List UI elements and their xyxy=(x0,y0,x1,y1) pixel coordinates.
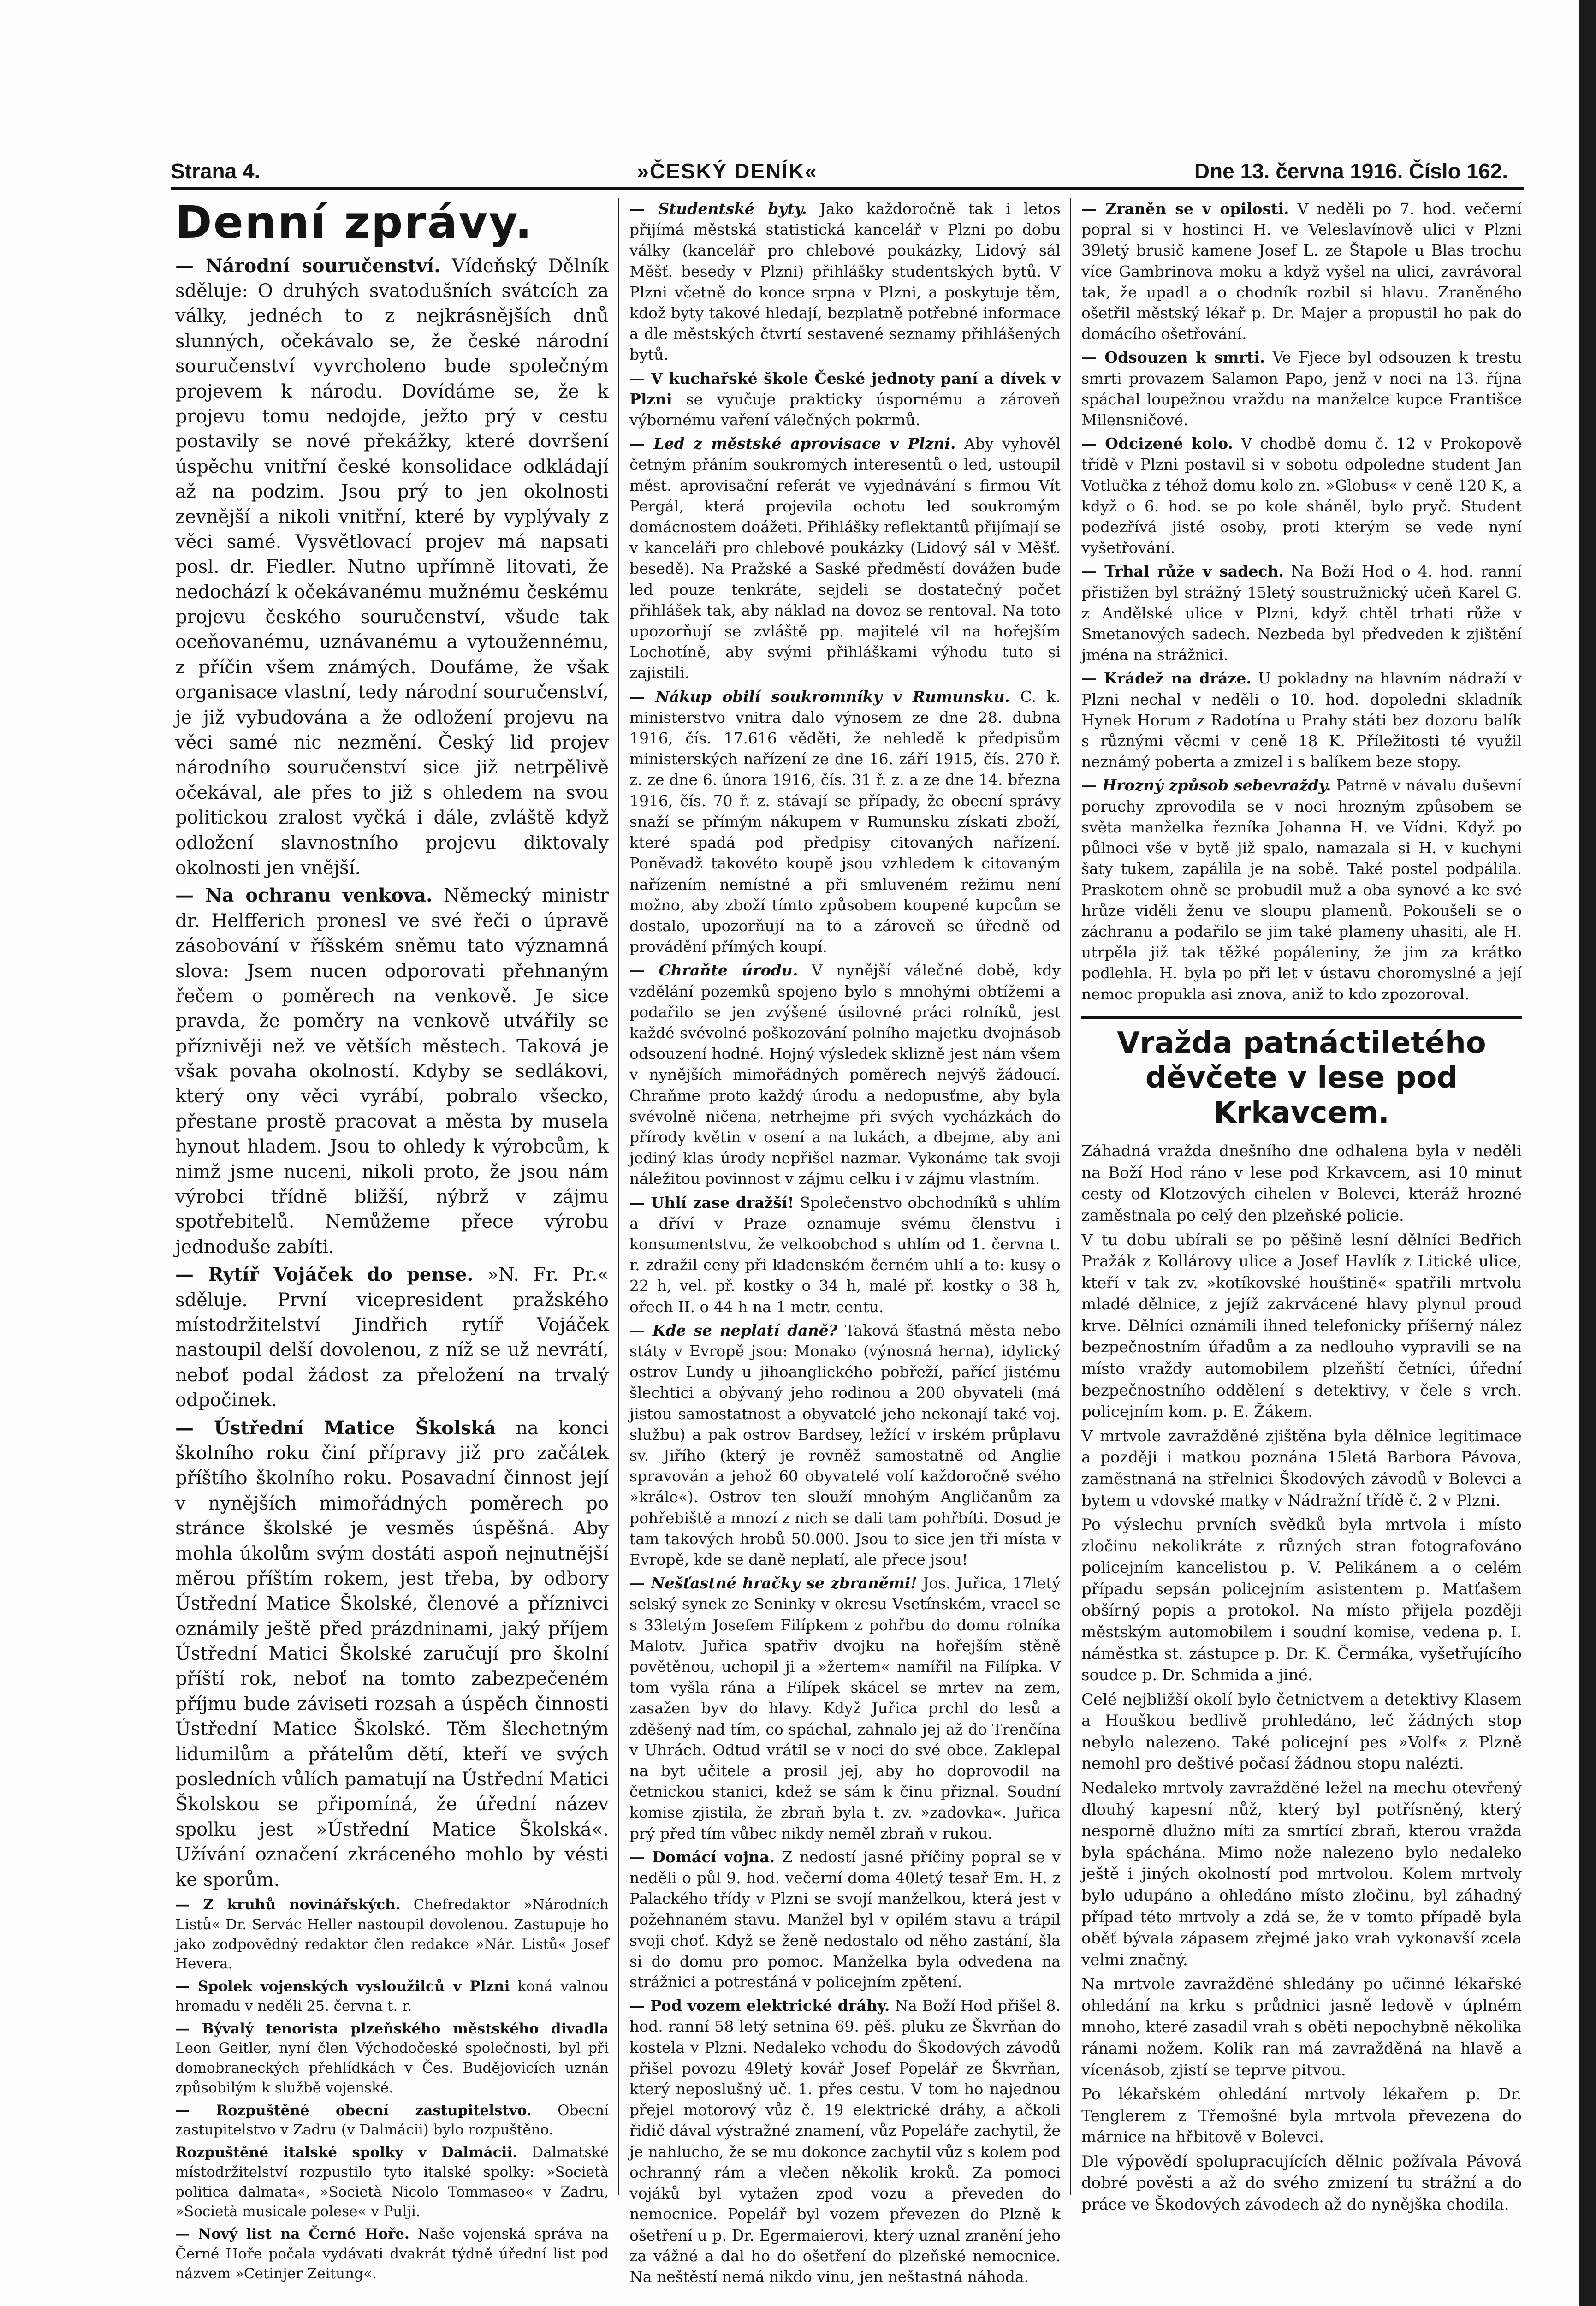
news-item xyxy=(175,254,609,881)
news-item-text: Společenstvo obchodníků s uhlím a dříví v Praze oznamuje svému členstvu i konsumentstvu, že velkoobchod s uhlím od 1. června t. r. zdražil ceny při kladenském černém uhlí a to: kusy o 22 h, vel. př. kostky o 34 h, malé př. kostky o 38 h, ořech II. o 44 h na 1 metr. centu. xyxy=(629,1193,1061,1316)
article-body xyxy=(1081,1141,1522,2215)
column-3 xyxy=(1081,198,1522,2218)
news-item-lead: — Zraněn se v opilosti. xyxy=(1081,200,1289,218)
news-item-lead: — V kuchařské škole České jednoty paní a dívek v Plzni xyxy=(629,369,1061,408)
news-item-text: na konci školního roku činí přípravy již pro začátek příštího školního roku. Posavadní činnost její v nynějších mimořádných poměrech po stránce školské je vesměs úspěšná. Aby mohla úkolům svým dostáti aspoň nejnutnější měrou příštím rokem, jest třeba, by odbory Ústřední Matice Školské, členové a příznivci oznámily ještě před prázdninami, jaký příjem Ústřední Matici Školské zaručují pro školní příští rok, neboť na tomto zabezpečeném příjmu bude záviseti rozsah a úspěch činnosti Ústřední Matice Školské. Těm šlechetným lidumilům a přátelům dětí, kteří ve svých posledních vůlích pamatují na Ústřední Matici Školskou se připomíná, že úřední název spolku jest »Ústřední Matice Školská«. Užívání označení zkráceného mohlo by vésti ke sporům. xyxy=(175,1417,609,1890)
news-item-text: Obecní zastupitelstvo v Zadru (v Dalmácii) bylo rozpuštěno. xyxy=(175,2102,609,2139)
news-item-lead: — Uhlí zase dražší! xyxy=(629,1193,795,1212)
news-item-lead: — Spolek vojenských vysloužilců v Plzni xyxy=(175,1978,510,1995)
news-item xyxy=(175,1895,609,1974)
news-item xyxy=(175,1977,609,2016)
news-item-lead: — Kde se neplatí daně? xyxy=(629,1321,838,1339)
article-separator xyxy=(1081,1016,1522,1019)
page-header xyxy=(171,147,1508,184)
article-paragraph: Na mrtvole zavražděné shledány po učinné lékařské ohledání na krku s průdnici jasně ledově v úplném mnoho, které zasadil vrah s oběti nepochybně několika ránami nožem. Kolik ran má zavražděná na hlavě a vícenásob, zjistí se teprve pitvou. xyxy=(1081,1975,1522,2080)
news-item-text: Vídeňský Dělník sděluje: O druhých svatodušních svátcích za války, jednéch to z nejkrásnějších dnů slunných, očekávalo se, že české národní souručenství vyvrcholeno bude společným projevem k národu. Dovídáme se, že k projevu tomu nedojde, ježto prý v cestu postavily se nové překážky, které dovršení úspěchu vnitřní české konsolidace odkládají až na podzim. Jsou prý to jen okolnosti zevnější a nikoli vnitřní, které by vyplývaly z věci samé. Vysvětlovací projev má napsati posl. dr. Fiedler. Nutno upřímně litovati, že nedochází k očekávanému mužnému českému projevu českého souručenství, všude tak oceňovanému, uznávanému a vytoužennému, z příčin všem známých. Doufáme, že však organisace vlastní, tedy národní souručenství, je již vybudována a že odložení projevu na věci samé nic nezmění. Český lid projev národního souručenství sice již netrpělivě očekával, ale přes to již s ohledem na svou politickou zralost vyčká i dále, zvláště když odložení slavnostního projevu diktovaly okolnosti jen vnější. xyxy=(175,255,609,879)
news-item xyxy=(629,198,1061,365)
news-item-text: Z nedostí jasné příčiny popral se v neděli o půl 9. hod. večerní doma 40letý tesař Em. H. z Palackého třídy v Plzni se svojí manželkou, která jest v požehnaném stavu. Manžel byl v opilém stavu a trápil svoji choť. Když se ženě nedostalo od něho zastání, šla si do domu pro pomoc. Manželka byla odvedena na strážnici a potrestáná v policejním zpětení. xyxy=(629,1848,1061,1991)
article-paragraph: Nedaleko mrtvoly zavražděné ležel na mechu otevřený dlouhý kapesní nůž, který byl potřísněný, který nesporně dlužno míti za smrtící zbraň, kterou vražda byla spáchána. Mimo nože nalezeno bylo nedaleko ještě i jiných okolností pod mrtvolou. Kolem mrtvoly bylo udupáno a ohledáno místo zločinu, byl záhadný případ této mrtvoly a zdá se, že v tomto případě byla oběť bývala zápasem zřejmé jako vrah vykonavší zcela velmi značný. xyxy=(1081,1779,1522,1969)
column-2 xyxy=(629,198,1061,2290)
news-item-lead: — Chraňte úrodu. xyxy=(629,961,798,980)
news-item-lead: — Nový list na Černé Hoře. xyxy=(175,2226,409,2243)
news-item xyxy=(175,2143,609,2222)
news-item xyxy=(175,2019,609,2098)
news-item xyxy=(1081,198,1522,344)
article-paragraph: Záhadná vražda dnešního dne odhalena byla v neděli na Boží Hod ráno v lese pod Krkavcem, asi 10 minut cesty od Klotzových cihelen v Bolevci, kteráž hrozné zaměstnala po celý den plzeňské policie. xyxy=(1081,1142,1522,1225)
news-item-lead: — Z kruhů novinářských. xyxy=(175,1896,401,1913)
news-item-lead: — Led z městské aprovisace v Plzni. xyxy=(629,434,956,453)
masthead: »ČESKÝ DENÍK« xyxy=(637,159,818,183)
news-item-text: Taková šťastná města nebo státy v Evropě jsou: Monako (výnosná herna), idylický ostrov Lundy u jihoanglického pobřeží, pařící jistému šlechtici a obývaný jeho rodinou a 200 obyvateli (má jistou samostatnost a obyvatelé jeho nekonají také voj. službu) a pak ostrov Bardsey, ležící v irském průplavu sv. Jiřího (který je rovněž samostatně od Anglie spravován a jehož 60 obyvatelé volí každoročně svého »krále«). Ostrov ten slouží mnohým Angličanům za pohřebiště a mnozí z nich se dali tam pohřbíti. Dosud je tam takových hrobů 50.000. Jsou to sice jen tři místa v Evropě, kde se daně neplatí, ale přece jsou! xyxy=(629,1321,1061,1569)
page-number: Strana 4. xyxy=(171,159,261,183)
news-item xyxy=(175,883,609,1260)
news-item-lead: — Na ochranu venkova. xyxy=(175,885,433,907)
issue-date: Dne 13. června 1916. Číslo 162. xyxy=(1194,159,1508,183)
news-item-text: Jako každoročně tak i letos přijímá městská statistická kancelář v Plzni po dobu války (kancelář pro chlebové poukázky, Lidový sál Měšť. besedy v Plzni) přihlášky studentských bytů. V Plzni včetně do konce srpna v Plzni, a poskytuje těm, kdož byty takové hledají, bezplatně potřebné informace a dle městských čtvrtí sestavené seznamy přihlášených bytů. xyxy=(629,200,1061,364)
news-item-lead: — Krádež na dráze. xyxy=(1081,669,1252,688)
article-paragraph: V tu dobu ubírali se po pěšině lesní dělníci Bedřich Pražák z Kollárovy ulice a Josef Havlík z Litické ulice, kteří v tak zv. »kotíkovské houštině« spatřili mrtvolu mladé dělnice, z jejíž zakrvácené hlavy plynul proud krve. Dělníci oznámili ihned telefonicky příšerný nález bezpečnostním úřadům a za nedlouho vypravili se na místo vraždy automobilem plzeňští četníci, úřední bezpečnostního oddělení s detektivy, v čele s vrch. policejním kom. p. E. Žákem. xyxy=(1081,1230,1522,1421)
news-item-text: Na Boží Hod přišel 8. hod. ranní 58 letý setnina 69. pěš. pluku ze Škvrňan do kostela v Plzni. Nedaleko vchodu do Škodových závodů přišel povozu 49letý kovář Josef Popelář ze Škvrňan, který neposlušný uč. 1. přes cestu. V tom ho najednou přejel motorový vůz č. 19 elektrické dráhy, a ačkoli řidič dával výstražné znamení, vůz Popeláře zachytil, že je nahlucho, že se mu dokonce zachytil vůz s kolem pod ochranný rám a vlečen několik kroků. Za pomoci vojáků byl vytažen zpod vozu a převeden do nemocnice. Popelář byl vozem převezen do Plzně k ošetření u p. Dr. Egermaierovi, který uznal zranění jeho za vážné a dal ho do ošetření do plzeňské nemocnice. Na neštěstí nemá nikdo vinu, jen neštastná náhoda. xyxy=(629,1997,1061,2286)
news-item-text: Naše vojenská správa na Černé Hoře počala vydávati dvakrát týdně úřední list pod názvem »Cetinjer Zeitung«. xyxy=(175,2226,609,2282)
article-paragraph: V mrtvole zavražděné zjištěna byla dělnice legitimace a později i matkou poznána 15letá Barbora Pávova, zaměstnaná na střelnici Škodových závodů v Bolevci a bytem u vdovské matky v Nádražní třídě č. 2 v Plzni. xyxy=(1081,1426,1522,1510)
news-item-lead: — Nešťastné hračky se zbraněmi! xyxy=(629,1574,917,1593)
news-item-lead: — Rytíř Vojáček do pense. xyxy=(175,1264,474,1286)
article-paragraph: Celé nejbližší okolí bylo četnictvem a detektivy Klasem a Houškou bedlivě prohledáno, leč žádných stop nebylo nalezeno. Také policejní pes »Volf« z Plzně nemohl pro deštivé počasí žádnou stopu nalézti. xyxy=(1081,1690,1522,1773)
news-item-lead: — Odcizené kolo. xyxy=(1081,434,1234,453)
news-item-lead: — Národní souručenství. xyxy=(175,255,441,277)
lead-article xyxy=(1081,1026,1522,2216)
news-item-text: Patrně v návalu duševní poruchy zprovodila se v noci hrozným způsobem se světa manželka řezníka Johanna H. ve Vídni. Když po půlnoci vše v bytě již spalo, namazala si H. v kuchyni šaty tukem, zapálila je na sobě. Také postel podpálila. Praskotem ohně se probudil muž a oba synové a ke své hrůze viděli ženu ve sloupu plamenů. Pokoušeli se o záchranu a podařilo se jim také plameny uhasiti, ale H. utrpěla již tak těžké popáleniny, že jim za krátko podlehla. H. byla po při let v ústavu choromyslné a její nemoc propukla asi znova, aniž to kdo zpozoroval. xyxy=(1081,776,1522,1003)
news-item xyxy=(629,1320,1061,1570)
news-item-text: C. k. ministerstvo vnitra dalo výnosem ze dne 28. dubna 1916, čís. 17.616 věděti, že nehledě k předpisům ministerských nařízení ze dne 16. září 1915, čís. 270 ř. z. ze dne 6. února 1916, čís. 31 ř. z. a ze dne 14. března 1916, čís. 70 ř. z. stávají se případy, že obecní správy snaží se přímým nákupem v Rumunsku získati zboží, které spadá pod předpisy citovaných nařízení. Poněvadž takovéto koupě jsou vzhledem k citovaným nařízením nemístné a při smluveném režimu není možno, aby zboží tímto způsobem koupené kupcům se dostalo, upozorňují na to a zároveň se úředně od provádění přímých koupí. xyxy=(629,687,1061,956)
news-item xyxy=(629,1995,1061,2287)
news-item-text: Jos. Juřica, 17letý selský synek ze Seninky v okresu Vsetínském, vracel se s 33letým Josefem Filípkem z pohřbu do domu rolníka Malotv. Juřica spatřiv dvojku na hořejším stěně povětěnou, uchopil ji a »žertem« namířil na Filípka. V tom vyšla rána a Filípek skácel se mrtev na zem, zasažen byv do hlavy. Když Juřica prchl do lesů a zděšený nad tím, co spáchal, zahnalo jej až do Trenčína v Uhrách. Odtud vrátil se v noci do své obce. Zaklepal na byt učitele a prosil jej, aby ho doprovodil na četnickou stanici, kdež se sám k činu přiznal. Soudní komise zjistila, že zbraň byla t. zv. »zadovka«. Juřica prý před tím vůbec nikdy neměl zbraň v rukou. xyxy=(629,1574,1061,1842)
news-item xyxy=(175,1416,609,1892)
news-item xyxy=(629,686,1061,957)
header-rule xyxy=(171,187,1524,190)
news-item xyxy=(175,2224,609,2283)
news-item xyxy=(629,1192,1061,1317)
article-headline: Vražda patnáctiletého děvčete v lese pod Krkavcem. xyxy=(1117,1026,1486,1130)
news-item-text: Dalmatské místodržitelství rozpustilo tyto italské spolky: »Società politica dalmata«, »Società Nicolo Tommaseo« v Zadru, »Società musicale polese« v Pulji. xyxy=(175,2144,609,2220)
article-paragraph: Po výslechu prvních svědků byla mrtvola i místo zločinu nekolikráte z různých stran fotografováno policejním kancelistou p. V. Pelikánem a o celém případu sepsán policejním asistentem p. Matťašem obšírný popis a protokol. Na místo přijela později městským automobilem i soudní komise, vedena p. I. náměstka st. zástupce p. Dr. K. Čermáka, vyšetřujícího soudce p. Dr. Schmida a jiné. xyxy=(1081,1516,1522,1685)
news-item-text: koná valnou hromadu v neděli 25. června t. r. xyxy=(175,1978,609,2015)
news-item-lead: — Rozpuštěné obecní zastupitelstvo. xyxy=(175,2102,532,2119)
news-item-lead: — Bývalý tenorista plzeňského městského divadla xyxy=(175,2020,609,2037)
column-divider xyxy=(1070,198,1071,2195)
article-paragraph: Po lékařském ohledání mrtvoly lékařem p. Dr. Tenglerem z Třemošné byla mrtvola převezena do márnice na hřbitově v Bolevci. xyxy=(1081,2085,1522,2147)
column-divider xyxy=(618,198,619,2195)
news-item-lead: — Studentské byty. xyxy=(629,200,807,218)
news-item-text: Na Boží Hod o 4. hod. ranní přistižen byl strážný 15letý soustružnický učeň Karel G. z Andělské ulice v Plzni, když chtěl trhati růže v Smetanových sadech. Nezbeda byl předveden k zjištění jména na strážnici. xyxy=(1081,562,1522,664)
news-item xyxy=(1081,347,1522,430)
news-item-lead: — Domácí vojna. xyxy=(629,1848,775,1866)
news-item-lead: — Ústřední Matice Školská xyxy=(175,1417,496,1439)
news-item-text: Německý ministr dr. Helfferich pronesl ve své řeči o úpravě zásobování v říšském sněmu tato významná slova: Jsem nucen odporovati přehnaným řečem o poměrech na venkově. Je sice pravda, že poměry na venkově utvářily se příznivěji než ve větších městech. Taková je však povaha okolností. Kdyby se sedlákovi, který ony věci vyrábí, pobralo všecko, přestane prostě pracovat a města by musela hynout hladem. Jsou to ohledy k výrobcům, k nimž jsme nuceni, nikoli proto, že jsou nám výrobci třídně bližší, nýbrž v zájmu spotřebitelů. Nemůžeme přece výrobu jednoduše zabíti. xyxy=(175,885,609,1258)
news-item-text: U pokladny na hlavním nádraží v Plzni nechal v neděli o 10. hod. dopoledni skladník Hynek Horum z Radotína u Prahy státi bez dozoru balík s různými věcmi v ceně 18 K. Příležitosti té využil neznámý pobertа a zmizel i s balíkem beze stopy. xyxy=(1081,669,1522,771)
news-item xyxy=(629,368,1061,431)
news-item-lead: Rozpuštěné italské spolky v Dalmácii. xyxy=(175,2144,517,2161)
news-item xyxy=(629,1573,1061,1844)
news-item-lead: — Hrozný způsob sebevraždy. xyxy=(1081,776,1331,795)
news-item xyxy=(175,2101,609,2140)
news-item-text: Aby vyhověl četným přáním soukromých interesentů o led, ustoupil měst. aprovisační referát ve vyjednávání s firmou Vít Pergál, která projevila ochotu led soukromým domácnostem doážeti. Přihlášky reflektantů přijímají se v kanceláři pro chlebové poukázky (Lidový sál v Měšť. besedě). Na Pražské a Saské předměstí dovážen bude led pouze tenkráte, sejdeli se dostatečný počet přihlášek tak, aby náklad na dovoz se rentoval. Na toto upozorňují se zvláště pp. majitelé vil na hořejším Lochotíně, aby svými přihláškami výhodu tuto si zajistili. xyxy=(629,434,1061,682)
news-item-lead: — Trhal růže v sadech. xyxy=(1081,562,1284,581)
section-title: Denní zprávy. xyxy=(175,196,534,248)
news-item xyxy=(1081,775,1522,1004)
news-item xyxy=(1081,668,1522,772)
news-item-lead: — Nákup obilí soukromníky v Rumunsku. xyxy=(629,687,1010,706)
column-3-news xyxy=(1081,198,1522,1004)
news-item xyxy=(1081,561,1522,665)
news-item xyxy=(175,1262,609,1413)
article-paragraph: Dle výpovědí spolupracujících dělnic požívala Pávová dobré pověsti a až do svého zmizení tu strážní a do práce ve Škodových závodech až do nynějška chodila. xyxy=(1081,2152,1522,2214)
news-item xyxy=(629,960,1061,1189)
news-item xyxy=(1081,433,1522,558)
column-1 xyxy=(175,198,609,2287)
news-item-text: Chefredaktor »Národních Listů« Dr. Servác Heller nastoupil dovolenou. Zastupuje ho jako zodpovědný redaktor člen redakce »Nár. Listů« Josef Hevera. xyxy=(175,1896,609,1973)
news-item-lead: — Pod vozem elektrické dráhy. xyxy=(629,1997,890,2015)
news-item xyxy=(629,1847,1061,1992)
news-item-lead: — Odsouzen k smrti. xyxy=(1081,348,1265,367)
news-item-text: »N. Fr. Pr.« sděluje. První vicepresident pražského místodržitelství Jindřich rytíř Vojáček nastoupil delší dovolenou, z níž se už nevrátí, neboť podal žádost za přeložení na trvalý odpočinek. xyxy=(175,1264,609,1411)
news-item xyxy=(629,433,1061,683)
news-item-text: V nynější válečné době, kdy vzdělání pozemků spojeno bylo s mnohými obtížemi a podařilo se jen zvýšené úsilovné práci rolníků, jest každé svévolné poškozování polního majetku dvojnásob odsouzení hodné. Hojný výsledek sklizně jest nám všem v nynějších mimořádných poměrech nejvýš žádoucí. Chraňme proto každý úrodu a nedopusťme, aby byla svévolně ničena, netrhejme při svých vycházkách do přírody květin v osení a na lukách, a dbejme, aby ani jediný klas úrody nepřišel nazmar. Vykonáme tak svoji náležitou povinnost v zájmu celku i v zájmu vlastním. xyxy=(629,961,1061,1188)
news-item-text: V neděli po 7. hod. večerní popral si v hostinci H. ve Veleslavínově ulici v Plzni 39letý brusič kamene Josef L. ze Štapole u Blas trochu více Gambrinova moku a když vyšel na ulici, zavrávoral tak, že upadl a o chodník rozbil si hlavu. Zraněného ošetřil městský lékař p. Dr. Majer a propustil ho pak do domácího ošetřování. xyxy=(1081,200,1522,343)
news-item-text: V chodbě domu č. 12 v Prokopově třídě v Plzni postavil si v sobotu odpoledne student Jan Votlučka z téhož domu kolo zn. »Globus« v ceně 120 K, a když o 6. hod. se po kole sháněl, bylo pryč. Student podezřívá jisté osoby, proti kterým se vede nyní vyšetřování. xyxy=(1081,434,1522,557)
scan-edge xyxy=(1579,0,1596,2306)
news-item-text: Leon Geitler, nyní člen Východočeské společnosti, byl při domobraneckých přehlídkách v Čes. Budějovicích uznán způsobilým k službě vojenské. xyxy=(175,2040,609,2096)
news-item-text: se vyučuje prakticky úspornému a zároveň výbornému vaření válečných pokrmů. xyxy=(629,390,1061,429)
news-item-text: Ve Fjece byl odsouzen k trestu smrti provazem Salamon Papo, jenž v noci na 13. října spáchal loupežnou vraždu na manželce kupce Františce Milensničové. xyxy=(1081,348,1522,429)
